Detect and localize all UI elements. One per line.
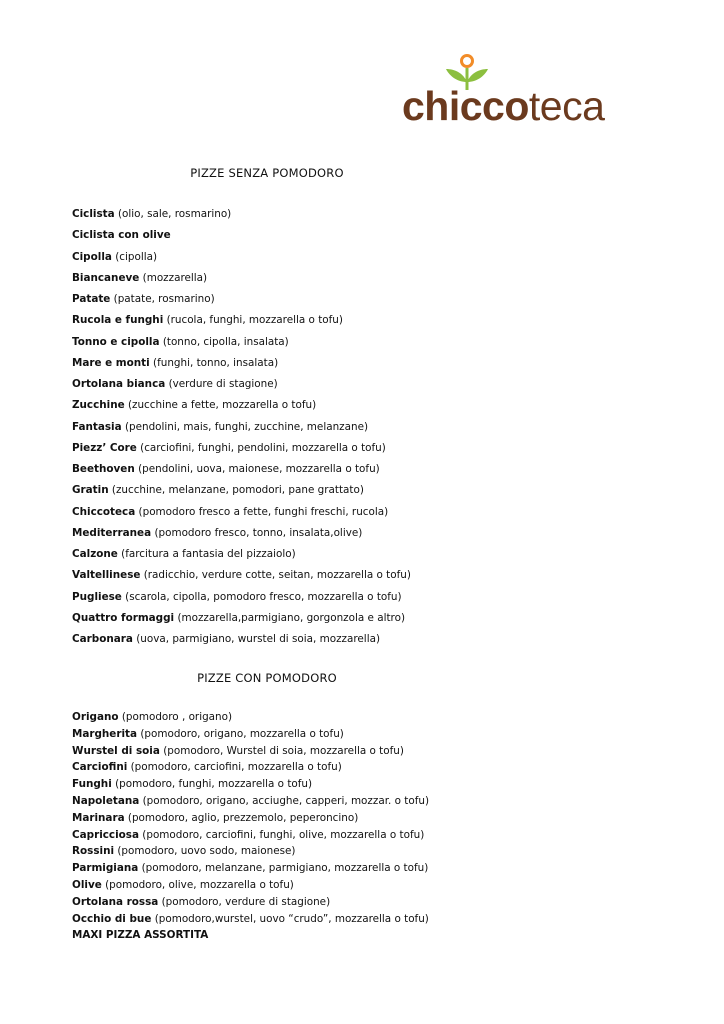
list-item — [72, 629, 411, 650]
pizza-ingredients: (farcitura a fantasia del pizzaiolo) — [121, 548, 296, 560]
pizza-name: Zucchine — [72, 399, 125, 412]
list-item — [72, 204, 411, 225]
list-item — [72, 894, 429, 911]
pizza-name: MAXI PIZZA ASSORTITA — [72, 929, 209, 942]
list-item — [72, 709, 429, 726]
pizza-ingredients: (pomodoro, verdure di stagione) — [161, 895, 331, 908]
list-item — [72, 523, 411, 544]
pizza-name: Rossini — [72, 845, 115, 858]
pizza-name: Carbonara — [72, 633, 133, 645]
list-item — [72, 877, 429, 894]
list-item — [72, 268, 411, 289]
pizza-name: Margherita — [72, 727, 138, 740]
pizza-ingredients: (uova, parmigiano, wurstel di soia, mozzarella) — [136, 633, 381, 645]
list-item — [72, 502, 411, 523]
pizza-ingredients: (pendolini, mais, funghi, zucchine, melanzane) — [124, 420, 369, 433]
pizza-name: Cipolla — [72, 250, 112, 263]
menu-list-con-pomodoro — [72, 709, 429, 944]
pizza-ingredients: (tonno, cipolla, insalata) — [162, 335, 289, 348]
list-item — [72, 587, 411, 608]
list-item — [72, 289, 411, 310]
list-item — [72, 776, 429, 793]
pizza-ingredients: (zucchine a fette, mozzarella o tofu) — [127, 399, 317, 412]
pizza-name: Funghi — [72, 778, 112, 791]
list-item — [72, 353, 411, 374]
pizza-ingredients: (cipolla) — [115, 250, 158, 263]
pizza-name: Ciclista con olive — [72, 229, 171, 242]
pizza-name: Marinara — [72, 811, 125, 824]
pizza-ingredients: (funghi, tonno, insalata) — [153, 356, 279, 369]
pizza-ingredients: (pomodoro, uovo sodo, maionese) — [117, 845, 296, 858]
pizza-name: Patate — [72, 293, 111, 305]
pizza-name: Ortolana bianca — [72, 378, 166, 390]
list-item — [72, 544, 411, 565]
pizza-name: Napoletana — [72, 794, 140, 807]
pizza-name: Chiccoteca — [72, 505, 136, 518]
logo-text-light: teca — [528, 83, 605, 129]
logo-wordmark — [402, 82, 604, 130]
pizza-name: Valtellinese — [72, 569, 141, 582]
pizza-name: Occhio di bue — [72, 912, 152, 925]
pizza-name: Olive — [72, 878, 102, 891]
list-item — [72, 438, 411, 459]
list-item — [72, 565, 411, 586]
pizza-ingredients: (pomodoro, carciofini, mozzarella o tofu) — [130, 761, 342, 774]
section-title-con-pomodoro: PIZZE CON POMODORO — [197, 671, 337, 685]
list-item — [72, 793, 429, 810]
pizza-name: Capricciosa — [72, 828, 139, 841]
list-item — [72, 860, 429, 877]
list-item — [72, 810, 429, 827]
pizza-ingredients: (mozzarella) — [142, 271, 208, 284]
pizza-name: Rucola e funghi — [72, 314, 164, 327]
list-item — [72, 608, 411, 629]
list-item — [72, 310, 411, 331]
pizza-name: Piezz’ Core — [72, 441, 137, 454]
pizza-ingredients: (radicchio, verdure cotte, seitan, mozzarella o tofu) — [143, 569, 411, 582]
pizza-name: Beethoven — [72, 463, 135, 475]
pizza-ingredients: (pomodoro, origano, mozzarella o tofu) — [140, 727, 344, 740]
list-item — [72, 332, 411, 353]
pizza-ingredients: (pomodoro fresco a fette, funghi freschi, rucola) — [138, 505, 389, 518]
list-item — [72, 480, 411, 501]
pizza-name: Wurstel di soia — [72, 744, 160, 757]
pizza-ingredients: (rucola, funghi, mozzarella o tofu) — [166, 314, 343, 327]
pizza-ingredients: (pomodoro fresco, tonno, insalata,olive) — [154, 526, 363, 539]
list-item — [72, 395, 411, 416]
pizza-ingredients: (mozzarella,parmigiano, gorgonzola e altro) — [177, 611, 406, 624]
list-item — [72, 247, 411, 268]
list-item — [72, 417, 411, 438]
list-item — [72, 843, 429, 860]
pizza-ingredients: (pomodoro, melanzane, parmigiano, mozzarella o tofu) — [141, 862, 429, 875]
pizza-name: Tonno e cipolla — [72, 335, 160, 348]
list-item — [72, 827, 429, 844]
pizza-name: Fantasia — [72, 420, 122, 433]
list-item — [72, 759, 429, 776]
section-title-senza-pomodoro: PIZZE SENZA POMODORO — [190, 166, 344, 180]
pizza-name: Calzone — [72, 548, 118, 560]
pizza-name: Carciofini — [72, 761, 128, 774]
pizza-ingredients: (patate, rosmarino) — [113, 293, 215, 305]
pizza-name: Pugliese — [72, 590, 122, 603]
pizza-ingredients: (carciofini, funghi, pendolini, mozzarella o tofu) — [140, 441, 386, 454]
pizza-name: Ortolana rossa — [72, 895, 159, 908]
pizza-ingredients: (zucchine, melanzane, pomodori, pane grattato) — [111, 484, 364, 497]
list-item — [72, 374, 411, 395]
pizza-ingredients: (scarola, cipolla, pomodoro fresco, mozzarella o tofu) — [125, 590, 402, 603]
pizza-ingredients: (pomodoro, aglio, prezzemolo, peperoncino) — [127, 811, 359, 824]
pizza-ingredients: (pendolini, uova, maionese, mozzarella o tofu) — [138, 463, 380, 475]
list-item — [72, 927, 429, 944]
pizza-ingredients: (olio, sale, rosmarino) — [117, 208, 232, 220]
pizza-name: Biancaneve — [72, 271, 140, 284]
pizza-name: Mare e monti — [72, 356, 150, 369]
list-item — [72, 743, 429, 760]
pizza-ingredients: (verdure di stagione) — [168, 378, 278, 390]
pizza-ingredients: (pomodoro, Wurstel di soia, mozzarella o tofu) — [163, 744, 404, 757]
list-item — [72, 911, 429, 928]
chiccoteca-logo — [402, 52, 634, 132]
pizza-ingredients: (pomodoro, olive, mozzarella o tofu) — [105, 878, 294, 891]
pizza-ingredients: (pomodoro, origano, acciughe, capperi, mozzar. o tofu) — [142, 794, 430, 807]
list-item — [72, 726, 429, 743]
pizza-name: Gratin — [72, 484, 109, 497]
menu-list-senza-pomodoro — [72, 204, 411, 650]
pizza-name: Ciclista — [72, 208, 115, 220]
pizza-ingredients: (pomodoro, carciofini, funghi, olive, mozzarella o tofu) — [142, 828, 425, 841]
pizza-name: Parmigiana — [72, 862, 139, 875]
pizza-name: Quattro formaggi — [72, 611, 175, 624]
logo-text-bold: chicco — [402, 83, 529, 129]
list-item — [72, 225, 411, 246]
pizza-ingredients: (pomodoro, funghi, mozzarella o tofu) — [115, 778, 313, 791]
pizza-name: Mediterranea — [72, 526, 152, 539]
pizza-ingredients: (pomodoro,wurstel, uovo “crudo”, mozzarella o tofu) — [154, 912, 429, 925]
pizza-name: Origano — [72, 711, 119, 723]
pizza-ingredients: (pomodoro , origano) — [121, 711, 233, 723]
list-item — [72, 459, 411, 480]
